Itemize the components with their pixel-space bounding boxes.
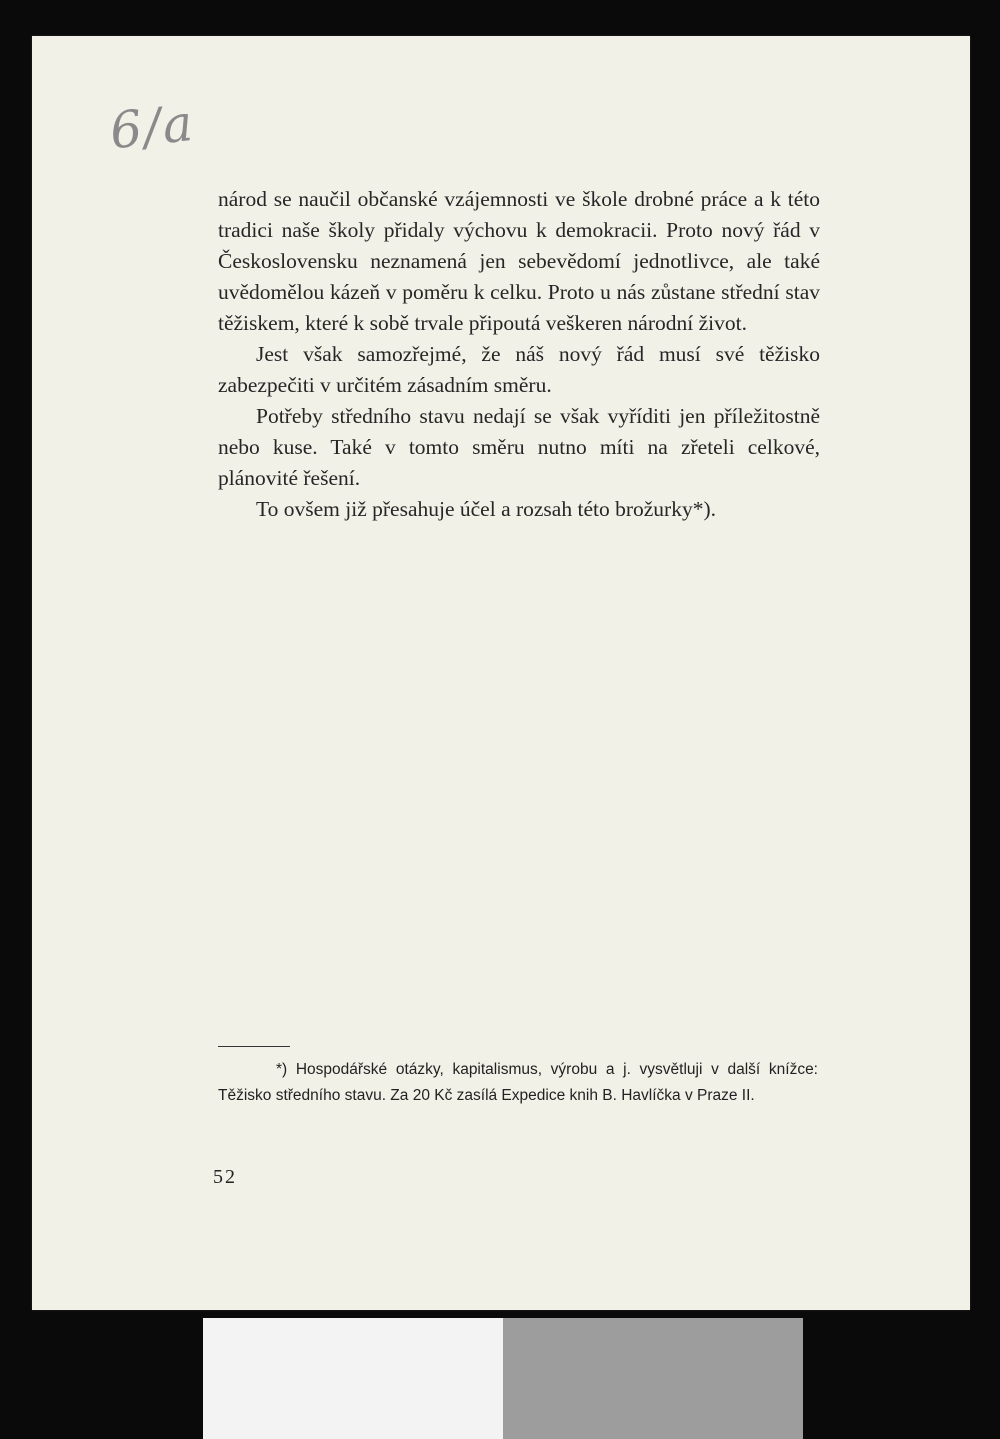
white-color-swatch <box>203 1318 503 1439</box>
footnote-divider <box>218 1046 290 1047</box>
paragraph: národ se naučil občanské vzájemnosti ve škole drobné práce a k této tradici naše školy přidaly výchovu k demokracii. Proto nový řád v Československu neznamená jen sebevědomí jednotlivce, ale také uvědomělou kázeň v poměru k celku. Proto u nás zůstane střední stav těžiskem, které k sobě trvale připoutá veškeren národní život. <box>218 187 820 335</box>
handwritten-pencil-note: 6/a <box>107 93 198 161</box>
footnote <box>218 1057 818 1109</box>
page-number: 52 <box>213 1166 237 1188</box>
gray-color-swatch <box>503 1318 803 1439</box>
body-text <box>218 184 820 525</box>
paragraph: Potřeby středního stavu nedají se však vyříditi jen příležitostně nebo kuse. Také v tomto směru nutno míti na zřeteli celkové, plánovité řešení. <box>218 404 820 490</box>
paragraph: To ovšem již přesahuje účel a rozsah této brožurky*). <box>256 497 716 521</box>
footnote-text: *) Hospodářské otázky, kapitalismus, výrobu a j. vysvětluji v další knížce: Těžisko středního stavu. Za 20 Kč zasílá Expedice knih B. Havlíčka v Praze II. <box>218 1061 818 1104</box>
paragraph: Jest však samozřejmé, že náš nový řád musí své těžisko zabezpečiti v určitém zásadním směru. <box>218 342 820 397</box>
